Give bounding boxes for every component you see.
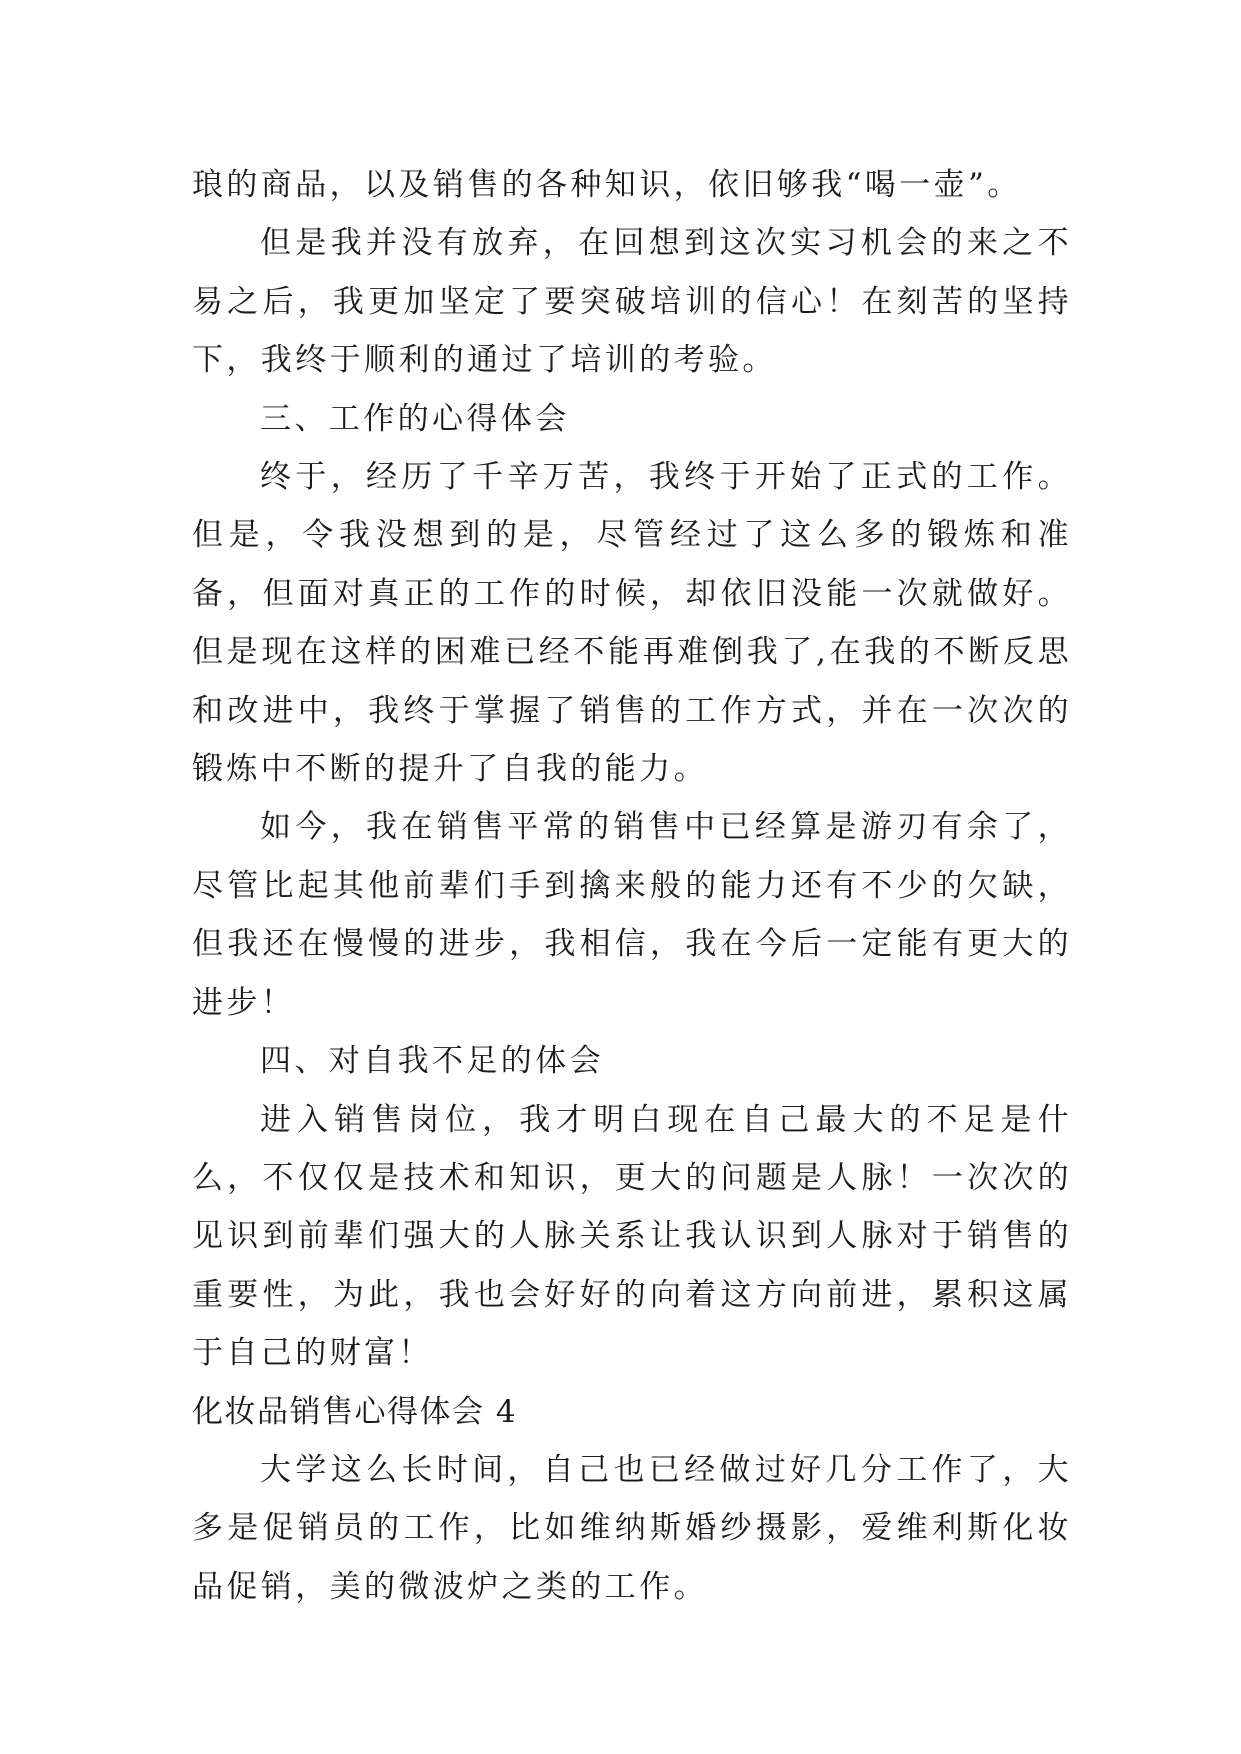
paragraph: 进入销售岗位，我才明白现在自己最大的不足是什么，不仅仅是技术和知识，更大的问题是人脉！一次次的见识到前辈们强大的人脉关系让我认识到人脉对于销售的重要性，为此，我也会好好的向着这方向前进，累积这属于自己的财富！ (192, 1101, 1072, 1372)
paragraph-continuation: 琅的商品，以及销售的各种知识，依旧够我“喝一壶”。 (192, 167, 1022, 203)
section-heading-three: 三、工作的心得体会 (260, 400, 570, 437)
paragraph: 终于，经历了千辛万苦，我终于开始了正式的工作。但是，令我没想到的是，尽管经过了这么多的锻炼和准备，但面对真正的工作的时候，却依旧没能一次就做好。但是现在这样的困难已经不能再难倒我了,在我的不断反思和改进中，我终于掌握了销售的工作方式，并在一次次的锻炼中不断的提升了自我的能力。 (192, 459, 1072, 788)
article-title: 化妆品销售心得体会 4 (192, 1393, 518, 1430)
section-heading-four: 四、对自我不足的体会 (260, 1043, 604, 1080)
paragraph: 如今，我在销售平常的销售中已经算是游刃有余了，尽管比起其他前辈们手到擒来般的能力还有不少的欠缺，但我还在慢慢的进步，我相信，我在今后一定能有更大的进步！ (192, 809, 1072, 1021)
paragraph: 但是我并没有放弃，在回想到这次实习机会的来之不易之后，我更加坚定了要突破培训的信心！在刻苦的坚持下，我终于顺利的通过了培训的考验。 (192, 225, 1072, 379)
paragraph: 大学这么长时间，自己也已经做过好几分工作了，大多是促销员的工作，比如维纳斯婚纱摄影，爱维利斯化妆品促销，美的微波炉之类的工作。 (192, 1451, 1072, 1605)
document-body (192, 156, 1072, 1616)
